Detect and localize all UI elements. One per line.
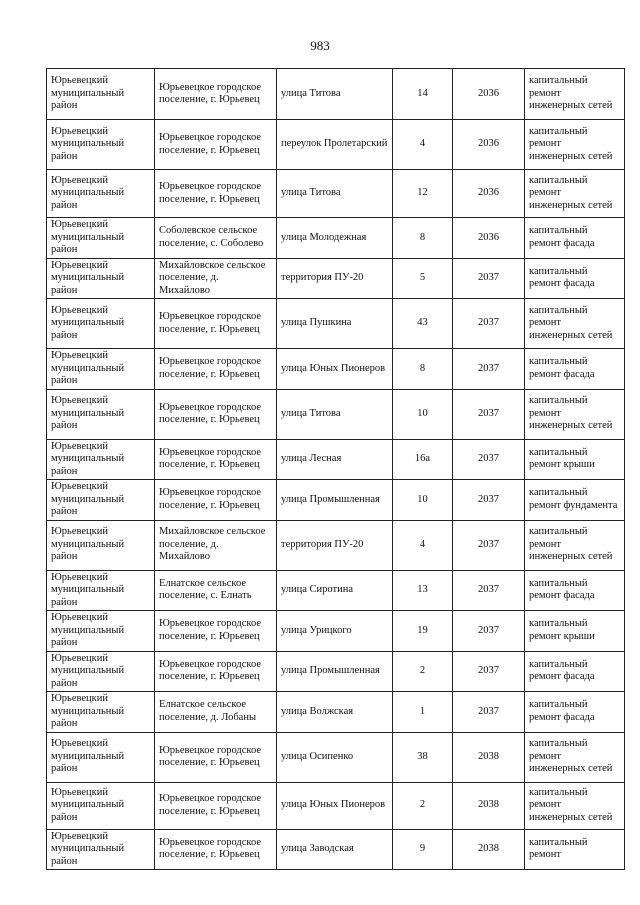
work-type-cell: капитальный ремонт фасада xyxy=(525,570,625,611)
house-number-cell: 8 xyxy=(393,349,453,390)
table-row xyxy=(47,480,625,521)
year-cell: 2038 xyxy=(453,732,525,782)
house-number-cell: 10 xyxy=(393,480,453,521)
year-cell: 2038 xyxy=(453,782,525,829)
year-cell: 2038 xyxy=(453,829,525,870)
year-cell: 2036 xyxy=(453,120,525,170)
work-type-cell: капитальный ремонт инженерных сетей xyxy=(525,732,625,782)
settlement-cell: Елнатское сельское поселение, с. Елнать xyxy=(155,570,277,611)
table-row xyxy=(47,349,625,390)
district-cell: Юрьевецкий муниципальный район xyxy=(47,120,155,170)
settlement-cell: Юрьевецкое городское поселение, г. Юрьевец xyxy=(155,480,277,521)
work-type-cell: капитальный ремонт фасада xyxy=(525,349,625,390)
street-cell: улица Молодежная xyxy=(277,218,393,259)
district-cell: Юрьевецкий муниципальный район xyxy=(47,692,155,733)
house-number-cell: 2 xyxy=(393,782,453,829)
year-cell: 2037 xyxy=(453,480,525,521)
table-body xyxy=(47,69,625,870)
street-cell: улица Титова xyxy=(277,389,393,439)
year-cell: 2037 xyxy=(453,258,525,299)
settlement-cell: Юрьевецкое городское поселение, г. Юрьевец xyxy=(155,439,277,480)
table-row xyxy=(47,782,625,829)
work-type-cell: капитальный ремонт крыши xyxy=(525,439,625,480)
district-cell: Юрьевецкий муниципальный район xyxy=(47,349,155,390)
work-type-cell: капитальный ремонт крыши xyxy=(525,611,625,652)
house-number-cell: 38 xyxy=(393,732,453,782)
street-cell: улица Юных Пионеров xyxy=(277,782,393,829)
settlement-cell: Юрьевецкое городское поселение, г. Юрьевец xyxy=(155,349,277,390)
house-number-cell: 1 xyxy=(393,692,453,733)
table-row xyxy=(47,69,625,120)
district-cell: Юрьевецкий муниципальный район xyxy=(47,651,155,692)
house-number-cell: 13 xyxy=(393,570,453,611)
house-number-cell: 10 xyxy=(393,389,453,439)
work-type-cell: капитальный ремонт инженерных сетей xyxy=(525,120,625,170)
settlement-cell: Юрьевецкое городское поселение, г. Юрьевец xyxy=(155,651,277,692)
district-cell: Юрьевецкий муниципальный район xyxy=(47,520,155,570)
table-row xyxy=(47,218,625,259)
year-cell: 2037 xyxy=(453,651,525,692)
table-row xyxy=(47,829,625,870)
table-row xyxy=(47,170,625,218)
repair-schedule-table xyxy=(46,68,625,870)
district-cell: Юрьевецкий муниципальный район xyxy=(47,829,155,870)
settlement-cell: Юрьевецкое городское поселение, г. Юрьевец xyxy=(155,782,277,829)
district-cell: Юрьевецкий муниципальный район xyxy=(47,611,155,652)
year-cell: 2037 xyxy=(453,692,525,733)
table-row xyxy=(47,439,625,480)
house-number-cell: 19 xyxy=(393,611,453,652)
work-type-cell: капитальный ремонт инженерных сетей xyxy=(525,782,625,829)
house-number-cell: 2 xyxy=(393,651,453,692)
street-cell: улица Заводская xyxy=(277,829,393,870)
district-cell: Юрьевецкий муниципальный район xyxy=(47,170,155,218)
street-cell: улица Урицкого xyxy=(277,611,393,652)
settlement-cell: Михайловское сельское поселение, д. Михайлово xyxy=(155,258,277,299)
table-row xyxy=(47,651,625,692)
district-cell: Юрьевецкий муниципальный район xyxy=(47,69,155,120)
street-cell: улица Пушкина xyxy=(277,299,393,349)
table-row xyxy=(47,120,625,170)
house-number-cell: 12 xyxy=(393,170,453,218)
house-number-cell: 4 xyxy=(393,120,453,170)
table-row xyxy=(47,520,625,570)
year-cell: 2037 xyxy=(453,439,525,480)
house-number-cell: 4 xyxy=(393,520,453,570)
settlement-cell: Михайловское сельское поселение, д. Михайлово xyxy=(155,520,277,570)
district-cell: Юрьевецкий муниципальный район xyxy=(47,570,155,611)
settlement-cell: Юрьевецкое городское поселение, г. Юрьевец xyxy=(155,829,277,870)
settlement-cell: Юрьевецкое городское поселение, г. Юрьевец xyxy=(155,170,277,218)
street-cell: улица Титова xyxy=(277,69,393,120)
house-number-cell: 43 xyxy=(393,299,453,349)
street-cell: переулок Пролетарский xyxy=(277,120,393,170)
page-number: 983 xyxy=(310,38,330,53)
work-type-cell: капитальный ремонт инженерных сетей xyxy=(525,520,625,570)
district-cell: Юрьевецкий муниципальный район xyxy=(47,439,155,480)
year-cell: 2037 xyxy=(453,570,525,611)
street-cell: территория ПУ-20 xyxy=(277,520,393,570)
district-cell: Юрьевецкий муниципальный район xyxy=(47,258,155,299)
house-number-cell: 14 xyxy=(393,69,453,120)
work-type-cell: капитальный ремонт инженерных сетей xyxy=(525,299,625,349)
street-cell: улица Промышленная xyxy=(277,651,393,692)
year-cell: 2036 xyxy=(453,218,525,259)
settlement-cell: Юрьевецкое городское поселение, г. Юрьевец xyxy=(155,389,277,439)
table-row xyxy=(47,611,625,652)
settlement-cell: Юрьевецкое городское поселение, г. Юрьевец xyxy=(155,120,277,170)
house-number-cell: 8 xyxy=(393,218,453,259)
street-cell: территория ПУ-20 xyxy=(277,258,393,299)
work-type-cell: капитальный ремонт фасада xyxy=(525,692,625,733)
district-cell: Юрьевецкий муниципальный район xyxy=(47,299,155,349)
work-type-cell: капитальный ремонт xyxy=(525,829,625,870)
work-type-cell: капитальный ремонт инженерных сетей xyxy=(525,170,625,218)
year-cell: 2037 xyxy=(453,611,525,652)
settlement-cell: Юрьевецкое городское поселение, г. Юрьевец xyxy=(155,732,277,782)
house-number-cell: 9 xyxy=(393,829,453,870)
table-row xyxy=(47,258,625,299)
work-type-cell: капитальный ремонт инженерных сетей xyxy=(525,389,625,439)
district-cell: Юрьевецкий муниципальный район xyxy=(47,218,155,259)
settlement-cell: Юрьевецкое городское поселение, г. Юрьевец xyxy=(155,299,277,349)
street-cell: улица Лесная xyxy=(277,439,393,480)
street-cell: улица Осипенко xyxy=(277,732,393,782)
street-cell: улица Промышленная xyxy=(277,480,393,521)
settlement-cell: Соболевское сельское поселение, с. Соболево xyxy=(155,218,277,259)
year-cell: 2037 xyxy=(453,520,525,570)
street-cell: улица Волжская xyxy=(277,692,393,733)
district-cell: Юрьевецкий муниципальный район xyxy=(47,782,155,829)
settlement-cell: Елнатское сельское поселение, д. Лобаны xyxy=(155,692,277,733)
table-row xyxy=(47,570,625,611)
work-type-cell: капитальный ремонт фасада xyxy=(525,258,625,299)
work-type-cell: капитальный ремонт фасада xyxy=(525,651,625,692)
settlement-cell: Юрьевецкое городское поселение, г. Юрьевец xyxy=(155,611,277,652)
district-cell: Юрьевецкий муниципальный район xyxy=(47,389,155,439)
year-cell: 2037 xyxy=(453,389,525,439)
street-cell: улица Сиротина xyxy=(277,570,393,611)
district-cell: Юрьевецкий муниципальный район xyxy=(47,732,155,782)
street-cell: улица Юных Пионеров xyxy=(277,349,393,390)
year-cell: 2037 xyxy=(453,299,525,349)
table-row xyxy=(47,299,625,349)
work-type-cell: капитальный ремонт фундамента xyxy=(525,480,625,521)
year-cell: 2036 xyxy=(453,69,525,120)
work-type-cell: капитальный ремонт фасада xyxy=(525,218,625,259)
house-number-cell: 5 xyxy=(393,258,453,299)
work-type-cell: капитальный ремонт инженерных сетей xyxy=(525,69,625,120)
table-row xyxy=(47,692,625,733)
table-row xyxy=(47,732,625,782)
district-cell: Юрьевецкий муниципальный район xyxy=(47,480,155,521)
year-cell: 2036 xyxy=(453,170,525,218)
street-cell: улица Титова xyxy=(277,170,393,218)
table-row xyxy=(47,389,625,439)
settlement-cell: Юрьевецкое городское поселение, г. Юрьевец xyxy=(155,69,277,120)
year-cell: 2037 xyxy=(453,349,525,390)
house-number-cell: 16а xyxy=(393,439,453,480)
